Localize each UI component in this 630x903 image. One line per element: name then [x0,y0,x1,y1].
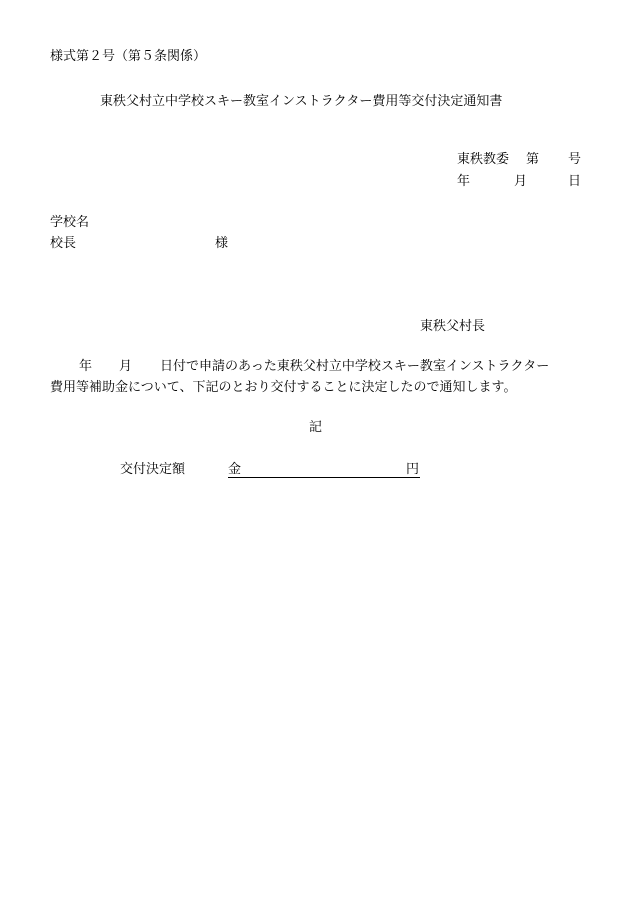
school-name-label: 学校名 [50,215,90,230]
issue-date-month: 月 [514,174,528,189]
document-number-go: 号 [568,152,582,167]
form-reference: 様式第２号（第５条関係） [50,49,207,64]
document-number-dai: 第 [526,152,540,167]
body-line-1: 日付で申請のあった東秩父村立中学校スキー教室インストラクター [160,359,550,374]
issue-date-day: 日 [568,174,582,189]
amount-label: 交付決定額 [120,462,186,477]
body-month: 月 [119,359,133,374]
principal-label: 校長 [50,236,77,251]
amount-underline [228,461,420,478]
principal-honorific: 様 [215,236,229,251]
amount-prefix: 金 [228,462,242,477]
body-line-2: 費用等補助金について、下記のとおり交付することに決定したので通知します。 [50,380,517,395]
issue-date-year: 年 [457,174,471,189]
document-title: 東秩父村立中学校スキー教室インストラクター費用等交付決定通知書 [100,94,503,109]
issuer-name: 東秩父村長 [420,319,486,334]
body-year: 年 [79,359,93,374]
ki-heading: 記 [309,420,323,435]
document-number-prefix: 東秩教委 [457,152,510,167]
amount-suffix: 円 [406,462,420,477]
